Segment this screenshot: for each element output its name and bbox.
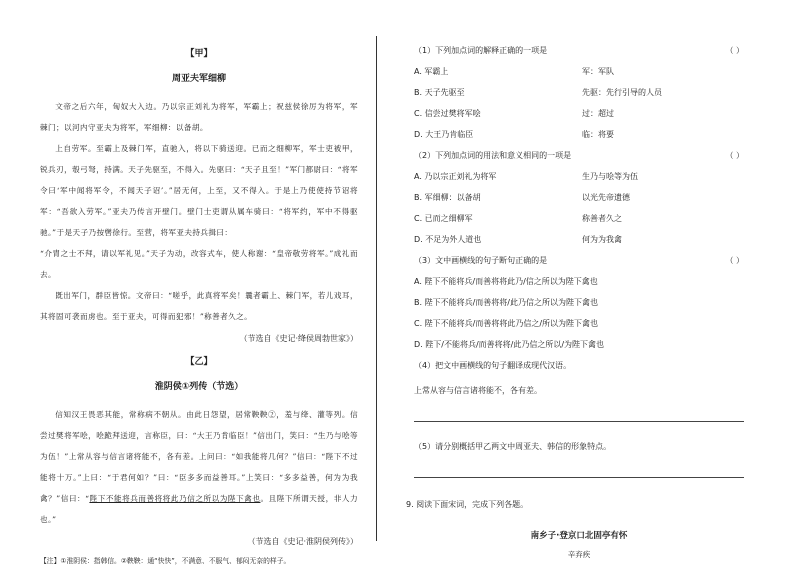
jia-paragraph-1: 文帝之后六年，匈奴大入边。乃以宗正刘礼为将军，军霸上；祝兹侯徐厉为将军，军棘门；以河内守亚夫为将军，军细柳：以备胡。 [40, 102, 358, 132]
q3-option: D. 陛下/不能将兵/而善将将/此乃信之所以/为陛下禽也 [414, 340, 605, 349]
q3-stem: （3）文中画横线的句子断句正确的是 [414, 256, 548, 265]
q2-option: B. 军细柳：以备胡 以光先帝遗德 [414, 193, 630, 202]
q1-option: D. 大王乃肯临臣 临：将要 [414, 130, 614, 139]
footnote: 【注】①淮阴侯：指韩信。②鞅鞅：通“快快”，不满意、不服气、郁闷无奈的样子。 [40, 557, 291, 565]
q1-stem: （1）下列加点词的解释正确的一项是 [414, 46, 548, 55]
section-yi-label: 【乙】 [185, 357, 213, 367]
q5-stem: （5）请分别概括甲乙两文中周亚夫、韩信的形象特点。 [414, 442, 612, 451]
right-column [406, 40, 744, 560]
q1-option: C. 信尝过樊将军哙 过：超过 [414, 109, 614, 118]
poem-title: 南乡子·登京口北固亭有怀 [530, 531, 628, 541]
q3-option: A. 陛下不能将兵/而善将将此乃/信之所以为陛下禽也 [414, 277, 598, 286]
q1-option: A. 军霸上 军：军队 [414, 67, 614, 76]
q2-answer-paren: （ ） [725, 151, 744, 160]
yi-source: （节选自《史记·淮阴侯列传》） [247, 537, 358, 546]
q4-sentence: 上常从容与信言诸将能不，各有差。 [414, 386, 542, 395]
section-yi-title: 淮阴侯①列传（节选） [154, 382, 244, 392]
q2-option: A. 乃以宗正刘礼为将军 生乃与哙等为伍 [414, 172, 638, 181]
jia-paragraph-2b: “介胄之士不拜，请以军礼见。”天子为动，改容式车，使人称谢：“皇帝敬劳将军。”成礼而去。 [40, 249, 358, 279]
q3-answer-paren: （ ） [725, 256, 744, 265]
jia-source: （节选自《史记·绛侯周勃世家》） [239, 334, 358, 343]
question-2 [414, 145, 744, 166]
q9-stem: 9. 阅读下面宋词，完成下列各题。 [406, 500, 529, 509]
q2-option: D. 不足为外人道也 何为为我禽 [414, 235, 622, 244]
jia-paragraph-3: 既出军门，群臣皆惊。文帝曰：“嗟乎，此真将军矣！曩者霸上、棘门军，若儿戏耳，其将固可袭而虏也。至于亚夫，可得而犯邪！”称善者久之。 [40, 291, 358, 321]
q1-option: B. 天子先驱至 先驱：先行引导的人员 [414, 88, 662, 97]
q4-answer-line[interactable] [414, 411, 744, 422]
q5-answer-line[interactable] [414, 467, 744, 478]
left-column [40, 40, 358, 567]
q3-option: B. 陛下不能将兵/而善将将/此乃信之所以为陛下禽也 [414, 298, 598, 307]
section-jia-label: 【甲】 [185, 49, 213, 59]
yi-underlined-sentence: 陛下不能将兵而善将将此乃信之所以为陛下禽也 [89, 494, 261, 503]
yi-paragraph [40, 404, 358, 530]
q2-option: C. 已而之细柳军 称善者久之 [414, 214, 622, 223]
q4-stem: （4）把文中画横线的句子翻译成现代汉语。 [414, 361, 572, 370]
section-jia-title: 周亚夫军细柳 [171, 74, 226, 84]
q1-answer-paren: （ ） [725, 46, 744, 55]
question-3 [414, 250, 744, 271]
question-1 [414, 40, 744, 61]
yi-text-b: 。且陛下所谓天授，非人力也。” [40, 494, 358, 524]
poem-author: 辛弃疾 [567, 550, 591, 559]
yi-text-a: 信知汉王畏恶其能，常称病不朝从。由此日怨望，居常鞅鞅②，羞与绛、灌等列。信尝过樊将军哙，哙跪拜送迎，言称臣，曰：“大王乃肯临臣！”信出门，笑曰：“生乃与哙等为伍！”上常从容与信言诸将能不，各有差。上问曰：“如我能将几何？”信曰：“陛下不过能将十万。”上曰：“于君何如？”曰：“臣多多而益善耳。”上笑曰：“多多益善，何为为我禽？”信曰：“ [40, 410, 358, 503]
column-divider [376, 36, 377, 541]
q2-stem: （2）下列加点词的用法和意义相同的一项是 [414, 151, 572, 160]
jia-paragraph-2a: 上自劳军。至霸上及棘门军，直驰入，将以下骑送迎。已而之细柳军，军士吏被甲，锐兵刃，彀弓弩，持满。天子先驱至，不得入。先驱曰：“天子且至！”军门都尉曰：“将军令曰‘军中闻将军令，不闻天子诏’。”居无何，上至，又不得入。于是上乃使使持节诏将军：“吾欲入劳军。”亚夫乃传言开壁门。壁门士吏谓从属车骑曰：“将军约，军中不得驱驰。”于是天子乃按辔徐行。至营，将军亚夫持兵揖曰： [40, 144, 358, 237]
q3-option: C. 陛下不能将兵/而善将将此乃信之/所以为陛下禽也 [414, 319, 599, 328]
